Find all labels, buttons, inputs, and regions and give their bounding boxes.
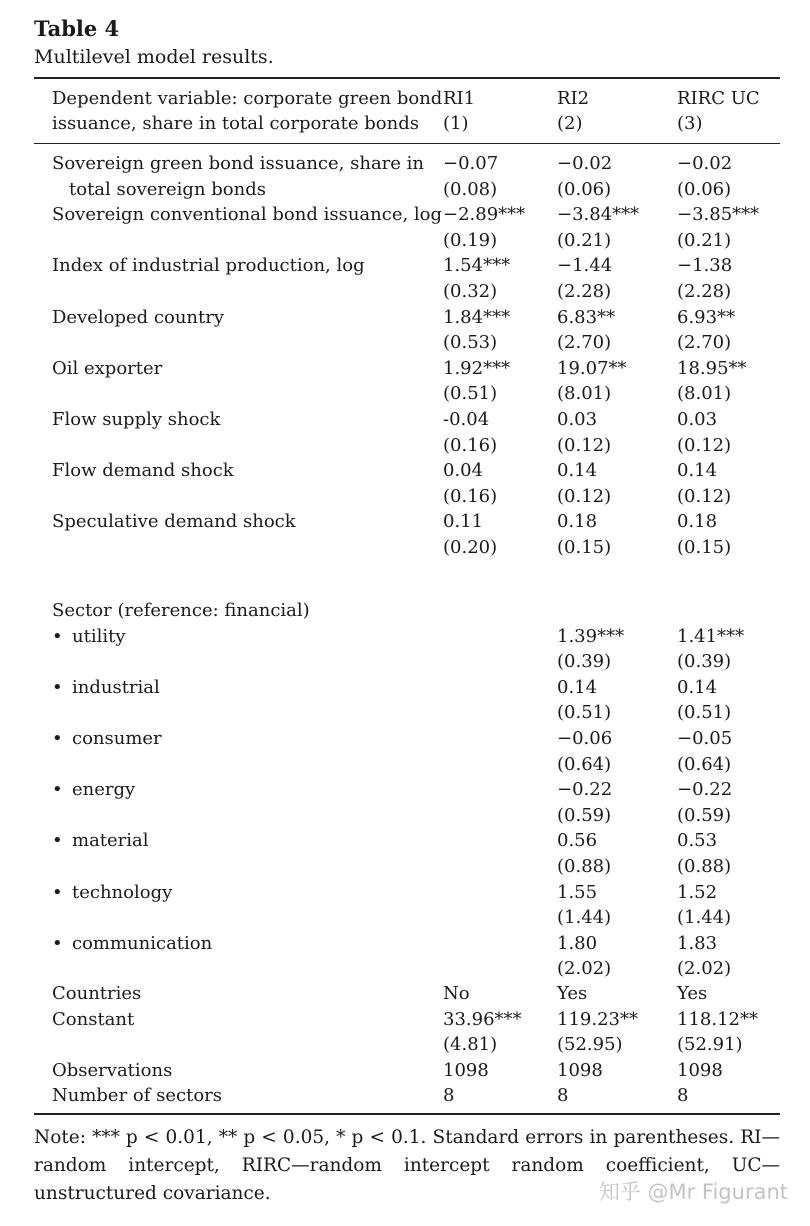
std-error-cell: (0.88): [677, 856, 732, 877]
coefficient-cell: 0.14: [557, 460, 598, 482]
std-error-cell: (0.12): [557, 434, 612, 456]
sector-label: consumer: [72, 728, 162, 749]
bullet: •: [52, 728, 63, 749]
sector-label: technology: [72, 881, 173, 903]
coefficient-cell: 6.93**: [677, 306, 736, 328]
sector-label: energy: [72, 779, 136, 801]
coefficient-cell: −0.22: [557, 779, 613, 801]
bullet: •: [52, 676, 63, 698]
std-error-cell: (0.19): [443, 229, 498, 251]
header-rule: [34, 143, 780, 144]
std-error-cell: (2.02): [557, 958, 612, 980]
coefficient-cell: 1.92***: [443, 357, 511, 379]
table-caption: Multilevel model results.: [34, 46, 274, 68]
sector-label: industrial: [72, 676, 160, 698]
coefficient-cell: −0.02: [557, 153, 613, 174]
row-label: Developed country: [52, 306, 225, 328]
coefficient-cell: 0.14: [557, 676, 598, 698]
value-cell: 8: [677, 1085, 689, 1107]
coefficient-cell: 0.14: [677, 676, 718, 698]
std-error-cell: (0.39): [557, 651, 612, 673]
std-error-cell: (0.64): [677, 753, 732, 775]
bullet: •: [52, 779, 63, 801]
coefficient-cell: -0.04: [443, 409, 490, 430]
coefficient-cell: 0.56: [557, 830, 598, 852]
row-label: Sovereign conventional bond issuance, log: [52, 204, 443, 226]
coefficient-cell: 0.18: [557, 511, 598, 533]
bullet: •: [52, 881, 63, 903]
coefficient-cell: −1.38: [677, 255, 733, 277]
watermark: 知乎 @Mr Figurant: [598, 1180, 788, 1204]
std-error-cell: (0.15): [677, 537, 732, 558]
bullet: •: [52, 625, 63, 647]
header-dependent-variable: issuance, share in total corporate bonds: [52, 113, 419, 134]
std-error-cell: (0.53): [443, 332, 498, 354]
row-label: Oil exporter: [52, 357, 163, 379]
std-error-cell: (0.21): [677, 229, 732, 251]
coefficient-cell: 6.83**: [557, 306, 616, 328]
std-error-cell: (1.44): [677, 907, 732, 929]
std-error-cell: (0.20): [443, 537, 498, 558]
coefficient-cell: 119.23**: [557, 1008, 638, 1030]
column-header-number: (1): [443, 113, 469, 134]
std-error-cell: (1.44): [557, 907, 612, 929]
coefficient-cell: 33.96***: [443, 1008, 522, 1030]
row-label: Flow supply shock: [52, 409, 221, 430]
std-error-cell: (8.01): [677, 383, 732, 405]
std-error-cell: (0.88): [557, 856, 612, 877]
value-cell: Yes: [557, 983, 588, 1004]
std-error-cell: (0.15): [557, 537, 612, 558]
coefficient-cell: 0.18: [677, 511, 718, 533]
coefficient-cell: −2.89***: [443, 204, 526, 226]
coefficient-cell: −0.02: [677, 153, 733, 174]
sector-label: utility: [72, 625, 126, 647]
table-note: Note: *** p < 0.01, ** p < 0.05, * p < 0.1. Standard errors in parentheses. RI—random intercept, RIRC—random intercept random coefficient, UC—unstructured covariance.: [34, 1127, 780, 1204]
value-cell: 1098: [443, 1059, 489, 1081]
coefficient-cell: 1.83: [677, 932, 718, 954]
std-error-cell: (0.21): [557, 229, 612, 251]
coefficient-cell: −1.44: [557, 255, 613, 277]
std-error-cell: (52.91): [677, 1034, 743, 1056]
value-cell: Yes: [677, 983, 708, 1004]
header-dependent-variable: Dependent variable: corporate green bond: [52, 88, 443, 109]
coefficient-cell: 0.14: [677, 460, 718, 482]
row-label: Number of sectors: [52, 1085, 223, 1107]
value-cell: No: [443, 983, 470, 1004]
std-error-cell: (0.06): [557, 178, 612, 200]
column-header-name: RI1: [443, 88, 476, 109]
coefficient-cell: −0.07: [443, 153, 499, 174]
std-error-cell: (0.16): [443, 434, 498, 456]
row-label: Flow demand shock: [52, 460, 234, 482]
std-error-cell: (0.39): [677, 651, 732, 673]
coefficient-cell: −0.06: [557, 728, 613, 749]
coefficient-cell: 0.53: [677, 830, 718, 852]
row-label: Countries: [52, 983, 142, 1004]
coefficient-cell: 1.80: [557, 932, 598, 954]
value-cell: 8: [557, 1085, 569, 1107]
std-error-cell: (0.64): [557, 753, 612, 775]
column-header-number: (3): [677, 113, 703, 134]
row-label: Index of industrial production, log: [52, 255, 365, 277]
row-label: Constant: [52, 1008, 135, 1030]
coefficient-cell: 19.07**: [557, 357, 627, 379]
value-cell: 1098: [557, 1059, 603, 1081]
std-error-cell: (0.51): [557, 702, 612, 724]
std-error-cell: (8.01): [557, 383, 612, 405]
sector-label: material: [72, 830, 149, 852]
std-error-cell: (0.32): [443, 281, 498, 302]
std-error-cell: (0.51): [443, 383, 498, 405]
coefficient-cell: 1.52: [677, 881, 718, 903]
coefficient-cell: 1.39***: [557, 625, 625, 647]
coefficient-cell: 0.03: [677, 409, 718, 430]
top-rule: [34, 77, 780, 79]
coefficient-cell: 1.41***: [677, 625, 745, 647]
table-label: Table 4: [34, 16, 120, 41]
row-label: Sovereign green bond issuance, share in: [52, 153, 424, 174]
std-error-cell: (0.16): [443, 485, 498, 507]
coefficient-cell: −3.84***: [557, 204, 640, 226]
sector-label: communication: [72, 932, 213, 954]
row-label: total sovereign bonds: [69, 178, 266, 200]
std-error-cell: (0.08): [443, 178, 498, 200]
std-error-cell: (2.02): [677, 958, 732, 980]
coefficient-cell: 0.11: [443, 511, 484, 533]
std-error-cell: (2.70): [677, 332, 732, 354]
value-cell: 8: [443, 1085, 455, 1107]
bottom-rule: [34, 1113, 780, 1115]
row-label: Observations: [52, 1059, 173, 1081]
std-error-cell: (0.12): [677, 434, 732, 456]
column-header-name: RIRC UC: [677, 88, 760, 109]
sector-header: Sector (reference: financial): [52, 600, 310, 621]
value-cell: 1098: [677, 1059, 723, 1081]
coefficient-cell: −0.22: [677, 779, 733, 801]
coefficient-cell: 0.04: [443, 460, 484, 482]
row-label: Speculative demand shock: [52, 511, 296, 533]
bullet: •: [52, 932, 63, 954]
std-error-cell: (0.12): [677, 485, 732, 507]
coefficient-cell: 118.12**: [677, 1008, 758, 1030]
column-header-name: RI2: [557, 88, 590, 109]
std-error-cell: (52.95): [557, 1034, 623, 1056]
std-error-cell: (0.51): [677, 702, 732, 724]
coefficient-cell: −0.05: [677, 728, 733, 749]
coefficient-cell: 0.03: [557, 409, 598, 430]
coefficient-cell: 1.55: [557, 881, 598, 903]
std-error-cell: (2.70): [557, 332, 612, 354]
std-error-cell: (0.06): [677, 178, 732, 200]
std-error-cell: (2.28): [557, 281, 612, 302]
coefficient-cell: −3.85***: [677, 204, 760, 226]
std-error-cell: (4.81): [443, 1034, 498, 1056]
std-error-cell: (0.59): [677, 804, 732, 826]
coefficient-cell: 18.95**: [677, 357, 747, 379]
column-header-number: (2): [557, 113, 583, 134]
std-error-cell: (0.12): [557, 485, 612, 507]
std-error-cell: (0.59): [557, 804, 612, 826]
std-error-cell: (2.28): [677, 281, 732, 302]
bullet: •: [52, 830, 63, 852]
coefficient-cell: 1.84***: [443, 306, 511, 328]
coefficient-cell: 1.54***: [443, 255, 511, 277]
